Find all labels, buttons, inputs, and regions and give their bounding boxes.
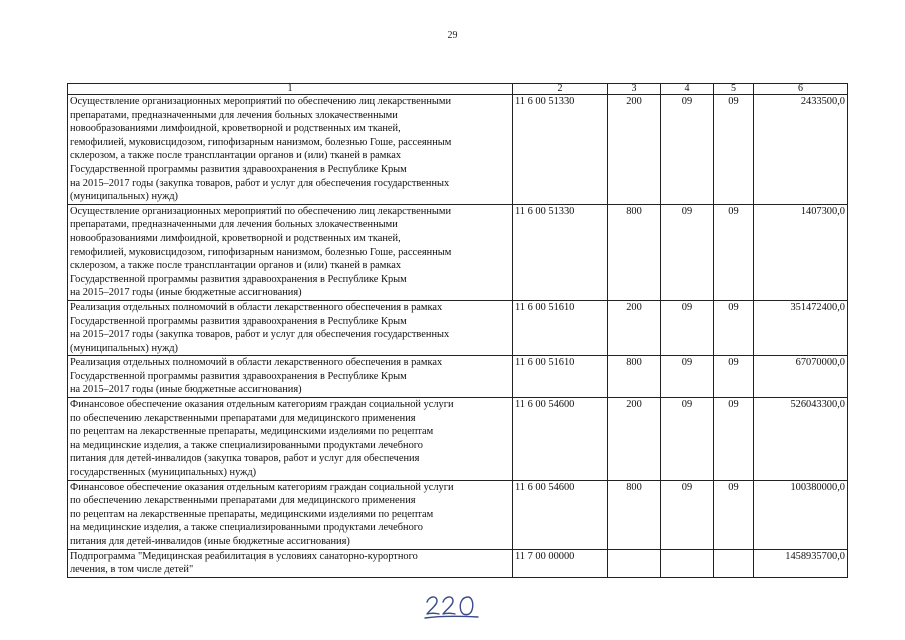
row-name: Финансовое обеспечение оказания отдельным категориям граждан социальной услуги по обеспечению лекарственными препаратами для медицинского применения по рецептам на лекарственные препараты, медицинскими изделиями по рецептам на медицинские изделия, а также специализированными продуктами лечебного питания для детей-инвалидов (закупка товаров, работ и услуг для обеспечения государственных (муниципальных) нужд) <box>68 398 513 481</box>
budget-table <box>67 83 848 578</box>
row-name: Реализация отдельных полномочий в области лекарственного обеспечения в рамках Государственной программы развития здравоохранения в Республике Крым на 2015–2017 годы (иные бюджетные ассигнования) <box>68 356 513 398</box>
row-code: 11 6 00 54600 <box>513 398 608 481</box>
row-subsection: 09 <box>714 398 754 481</box>
table-row <box>68 95 848 205</box>
row-subsection: 09 <box>714 356 754 398</box>
table-row <box>68 398 848 481</box>
row-expense-type: 200 <box>608 300 661 355</box>
row-expense-type: 800 <box>608 204 661 300</box>
column-header-1: 1 <box>68 84 513 95</box>
row-section: 09 <box>661 95 714 205</box>
handwritten-page-number <box>424 592 484 622</box>
row-section: 09 <box>661 398 714 481</box>
column-header-5: 5 <box>714 84 754 95</box>
row-code: 11 6 00 51610 <box>513 356 608 398</box>
row-code: 11 6 00 51330 <box>513 95 608 205</box>
column-header-2: 2 <box>513 84 608 95</box>
table-row <box>68 300 848 355</box>
row-sum: 351472400,0 <box>754 300 848 355</box>
row-code: 11 6 00 51330 <box>513 204 608 300</box>
column-header-3: 3 <box>608 84 661 95</box>
row-code: 11 6 00 54600 <box>513 480 608 549</box>
table-row <box>68 204 848 300</box>
row-expense-type: 200 <box>608 398 661 481</box>
table-header-row <box>68 84 848 95</box>
row-name: Реализация отдельных полномочий в области лекарственного обеспечения в рамках Государственной программы развития здравоохранения в Республике Крым на 2015–2017 годы (закупка товаров, работ и услуг для обеспечения государственных (муниципальных) нужд) <box>68 300 513 355</box>
row-subsection: 09 <box>714 300 754 355</box>
row-expense-type: 200 <box>608 95 661 205</box>
row-section: 09 <box>661 480 714 549</box>
row-sum: 67070000,0 <box>754 356 848 398</box>
row-subsection <box>714 549 754 577</box>
row-section: 09 <box>661 204 714 300</box>
row-expense-type: 800 <box>608 356 661 398</box>
table-row <box>68 356 848 398</box>
row-section <box>661 549 714 577</box>
row-sum: 1407300,0 <box>754 204 848 300</box>
table-row <box>68 480 848 549</box>
row-subsection: 09 <box>714 95 754 205</box>
column-header-6: 6 <box>754 84 848 95</box>
column-header-4: 4 <box>661 84 714 95</box>
row-name: Подпрограмма "Медицинская реабилитация в условиях санаторно-курортного лечения, в том числе детей" <box>68 549 513 577</box>
row-sum: 526043300,0 <box>754 398 848 481</box>
row-sum: 2433500,0 <box>754 95 848 205</box>
row-section: 09 <box>661 356 714 398</box>
row-sum: 100380000,0 <box>754 480 848 549</box>
page-number: 29 <box>447 30 458 41</box>
row-code: 11 7 00 00000 <box>513 549 608 577</box>
row-section: 09 <box>661 300 714 355</box>
row-subsection: 09 <box>714 204 754 300</box>
row-name: Осуществление организационных мероприятий по обеспечению лиц лекарственными препаратами, предназначенными для лечения больных злокачественными новообразованиями лимфоидной, кроветворной и родственных им тканей, гемофилией, муковисцидозом, гипофизарным нанизмом, болезнью Гоше, рассеянным склерозом, а также после трансплантации органов и (или) тканей в рамках Государственной программы развития здравоохранения в Республике Крым на 2015–2017 годы (закупка товаров, работ и услуг для обеспечения государственных (муниципальных) нужд) <box>68 95 513 205</box>
row-name: Финансовое обеспечение оказания отдельным категориям граждан социальной услуги по обеспечению лекарственными препаратами для медицинского применения по рецептам на лекарственные препараты, медицинскими изделиями по рецептам на медицинские изделия, а также специализированными продуктами лечебного питания для детей-инвалидов (иные бюджетные ассигнования) <box>68 480 513 549</box>
row-subsection: 09 <box>714 480 754 549</box>
row-name: Осуществление организационных мероприятий по обеспечению лиц лекарственными препаратами, предназначенными для лечения больных злокачественными новообразованиями лимфоидной, кроветворной и родственных им тканей, гемофилией, муковисцидозом, гипофизарным нанизмом, болезнью Гоше, рассеянным склерозом, а также после трансплантации органов и (или) тканей в рамках Государственной программы развития здравоохранения в Республике Крым на 2015–2017 годы (иные бюджетные ассигнования) <box>68 204 513 300</box>
row-expense-type: 800 <box>608 480 661 549</box>
table-row <box>68 549 848 577</box>
row-expense-type <box>608 549 661 577</box>
row-sum: 1458935700,0 <box>754 549 848 577</box>
row-code: 11 6 00 51610 <box>513 300 608 355</box>
